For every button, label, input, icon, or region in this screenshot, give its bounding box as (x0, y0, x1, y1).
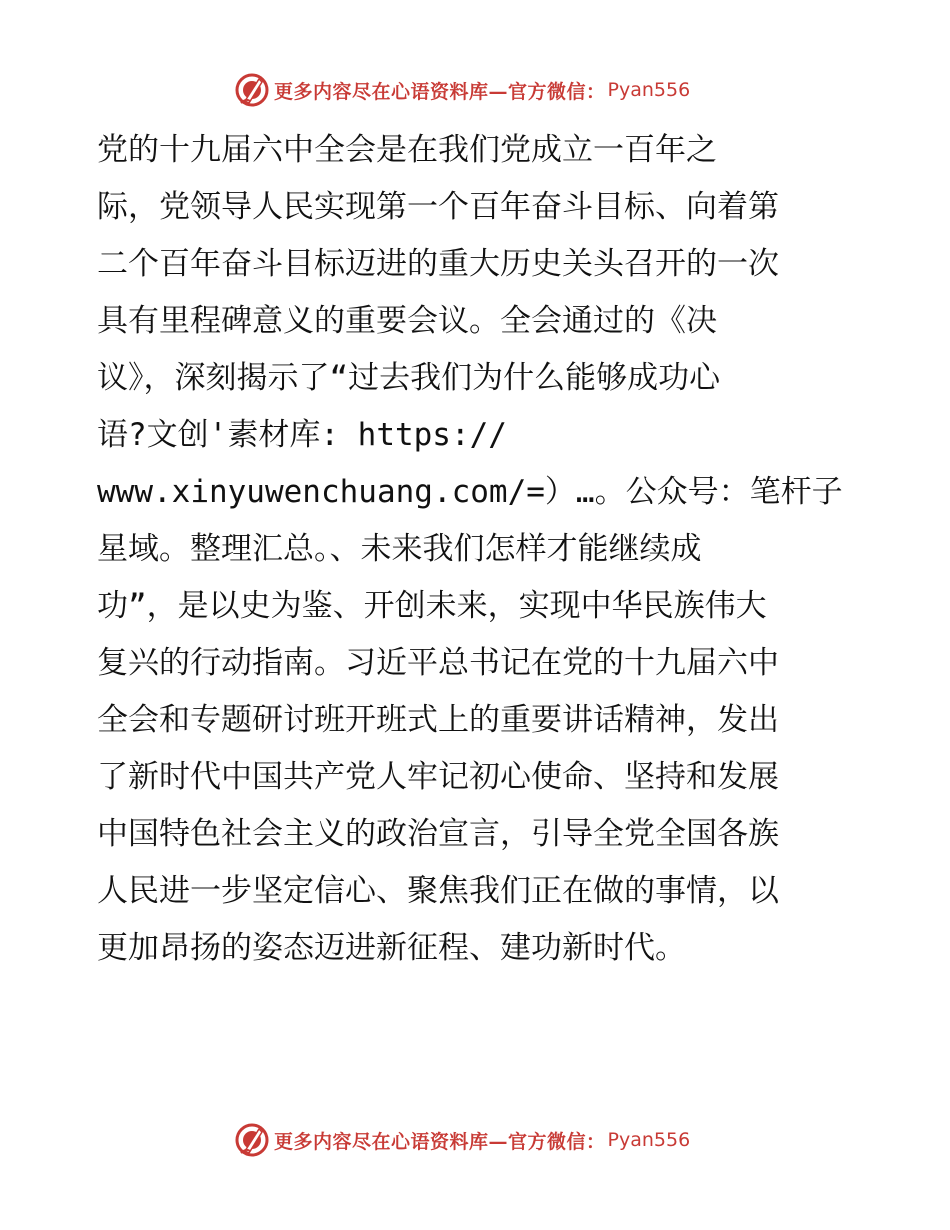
footer-watermark (232, 1120, 712, 1160)
body-line: 际，党领导人民实现第一个百年奋斗目标、向着第 (97, 189, 779, 225)
header-watermark-id: Pyan556 (607, 79, 691, 101)
body-line: 议》，深刻揭示了“过去我们为什么能够成功心 (97, 360, 721, 396)
header-watermark (232, 70, 712, 110)
body-line: 具有里程碑意义的重要会议。全会通过的《决 (97, 303, 717, 339)
body-line: 中国特色社会主义的政治宣言，引导全党全国各族 (97, 816, 779, 852)
body-line: 复兴的行动指南。习近平总书记在党的十九届六中 (97, 645, 779, 681)
body-line: 人民进一步坚定信心、聚焦我们正在做的事情，以 (97, 873, 779, 909)
pen-nib-logo-icon (232, 1120, 272, 1160)
footer-watermark-text: 更多内容尽在心语资料库—官方微信： (274, 1130, 606, 1153)
body-line: 了新时代中国共产党人牢记初心使命、坚持和发展 (97, 759, 779, 795)
footer-watermark-id: Pyan556 (607, 1129, 691, 1151)
body-line: 二个百年奋斗目标迈进的重大历史关头召开的一次 (97, 246, 779, 282)
body-line: 党的十九届六中全会是在我们党成立一百年之 (97, 132, 717, 168)
body-line: 全会和专题研讨班开班式上的重要讲话精神，发出 (97, 702, 779, 738)
pen-nib-logo-icon (232, 70, 272, 110)
header-watermark-text: 更多内容尽在心语资料库—官方微信： (274, 80, 606, 103)
body-line: 更加昂扬的姿态迈进新征程、建功新时代。 (97, 930, 686, 966)
body-line: 星域。整理汇总。、未来我们怎样才能继续成 (97, 531, 702, 567)
body-line: www.xinyuwenchuang.com/=）…。公众号：笔杆子 (97, 474, 843, 510)
body-line: 功”，是以史为鉴、开创未来，实现中华民族伟大 (97, 588, 767, 624)
document-body (97, 122, 867, 977)
body-line: 语?文创'素材库: https:// (97, 417, 507, 453)
